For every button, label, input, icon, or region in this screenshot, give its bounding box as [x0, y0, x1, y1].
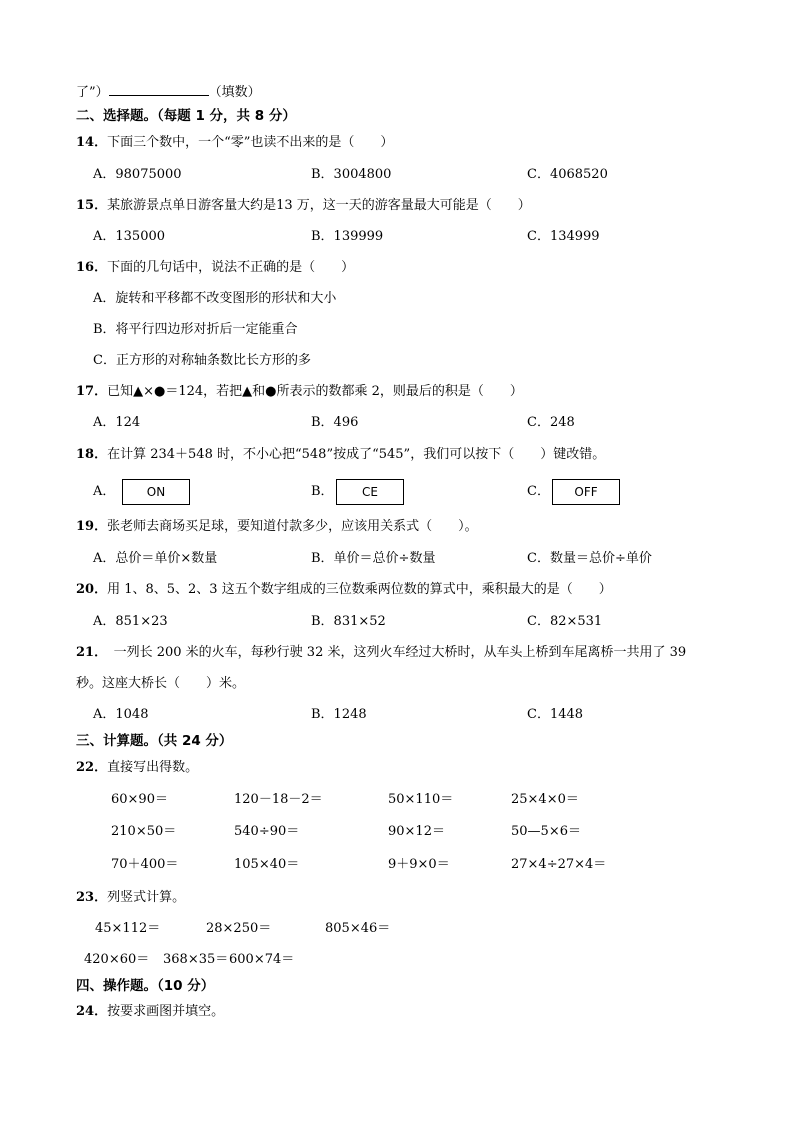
question-16 [76, 259, 354, 277]
calc-item: 420×60＝ [84, 952, 150, 967]
option-a[interactable]: A．1048 [93, 707, 149, 722]
calc-item: 90×12＝ [388, 824, 445, 839]
question-text: 直接写出得数。 [107, 760, 199, 775]
question-14 [76, 134, 393, 152]
calc-item: 45×112＝ [95, 921, 161, 936]
question-18 [76, 446, 605, 464]
option-b[interactable]: B．831×52 [311, 614, 386, 629]
option-c[interactable]: C．数量＝总价÷单价 [527, 551, 652, 566]
calc-item: 50—5×6＝ [511, 824, 581, 839]
calc-item: 27×4÷27×4＝ [511, 857, 607, 872]
option-a[interactable]: A．旋转和平移都不改变图形的形状和大小 [93, 291, 337, 306]
option-b[interactable]: B．3004800 [311, 167, 392, 182]
option-c[interactable]: C．1448 [527, 707, 584, 722]
option-b[interactable]: B．496 [311, 415, 359, 430]
question-number: 21． [76, 645, 101, 660]
question-20 [76, 581, 612, 599]
question-number: 20． [76, 582, 108, 597]
question-number: 23． [76, 890, 108, 905]
question-text: 下面的几句话中，说法不正确的是（ ） [107, 260, 355, 275]
question-21-continued: 秒。这座大桥长（ ）米。 [76, 676, 246, 691]
option-c[interactable]: C． [527, 484, 550, 499]
calc-item: 9＋9×0＝ [388, 857, 450, 872]
option-b[interactable]: B．1248 [311, 707, 367, 722]
question-text: 在计算 234＋548 时，不小心把“548”按成了“545”，我们可以按下（ ）键改错。 [107, 447, 606, 462]
continuation-line [76, 81, 261, 102]
calc-item: 540÷90＝ [234, 824, 300, 839]
option-a[interactable]: A．851×23 [93, 614, 168, 629]
question-text: 一列长 200 米的火车，每秒行驶 32 米，这列火车经过大桥时，从车头上桥到车尾离桥一共用了 39 [100, 645, 687, 660]
question-number: 17． [76, 384, 108, 399]
option-b[interactable]: B．单价＝总价÷数量 [311, 551, 436, 566]
section-title-operation: 四、操作题。（10 分） [76, 978, 215, 994]
question-text: 已知▲×●＝124，若把▲和●所表示的数都乘 2，则最后的积是（ ） [107, 384, 523, 399]
question-number: 15． [76, 198, 108, 213]
section-title-calculation: 三、计算题。（共 24 分） [76, 733, 233, 749]
question-number: 18． [76, 447, 108, 462]
on-key-button[interactable]: ON [122, 479, 190, 505]
question-17 [76, 383, 523, 401]
option-c[interactable]: C．正方形的对称轴条数比长方形的多 [93, 353, 311, 368]
calc-item: 805×46＝ [325, 921, 391, 936]
continuation-prefix: 了”） [76, 85, 109, 100]
question-21 [76, 644, 686, 662]
calc-item: 70＋400＝ [111, 857, 179, 872]
option-b[interactable]: B．将平行四边形对折后一定能重合 [93, 322, 298, 337]
option-a[interactable]: A． [93, 484, 116, 499]
option-c[interactable]: C．82×531 [527, 614, 603, 629]
question-number: 16． [76, 260, 108, 275]
question-text: 用 1、8、5、2、3 这五个数字组成的三位数乘两位数的算式中，乘积最大的是（ ） [107, 582, 612, 597]
question-23 [76, 889, 185, 907]
option-c[interactable]: C．134999 [527, 229, 600, 244]
off-key-button[interactable]: OFF [552, 479, 620, 505]
calc-item: 28×250＝ [206, 921, 272, 936]
calc-item: 120－18－2＝ [234, 792, 323, 807]
option-c[interactable]: C．4068520 [527, 167, 608, 182]
option-c[interactable]: C．248 [527, 415, 575, 430]
option-a[interactable]: A．124 [93, 415, 141, 430]
option-a[interactable]: A．总价＝单价×数量 [93, 551, 218, 566]
question-text: 按要求画图并填空。 [107, 1004, 225, 1019]
question-number: 24． [76, 1004, 108, 1019]
option-b[interactable]: B．139999 [311, 229, 384, 244]
option-b[interactable]: B． [311, 484, 334, 499]
question-22 [76, 759, 198, 777]
answer-blank[interactable] [109, 81, 209, 96]
option-a[interactable]: A．135000 [93, 229, 166, 244]
section-title-choice: 二、选择题。（每题 1 分，共 8 分） [76, 108, 296, 124]
question-24 [76, 1003, 224, 1021]
question-19 [76, 518, 478, 536]
question-text: 列竖式计算。 [107, 890, 186, 905]
calc-item: 50×110＝ [388, 792, 454, 807]
calc-item: 368×35＝ [163, 952, 229, 967]
continuation-suffix: （填数） [208, 85, 261, 100]
option-a[interactable]: A．98075000 [93, 167, 182, 182]
ce-key-button[interactable]: CE [336, 479, 404, 505]
question-number: 19． [76, 519, 108, 534]
question-number: 22． [76, 760, 108, 775]
question-text: 张老师去商场买足球，要知道付款多少，应该用关系式（ ）。 [107, 519, 478, 534]
calc-item: 210×50＝ [111, 824, 177, 839]
question-text: 某旅游景点单日游客量大约是13 万，这一天的游客量最大可能是（ ） [107, 198, 531, 213]
calc-item: 600×74＝ [229, 952, 295, 967]
question-15 [76, 197, 531, 215]
calc-item: 60×90＝ [111, 792, 168, 807]
question-text: 下面三个数中，一个“零”也读不出来的是（ ） [107, 135, 394, 150]
question-number: 14． [76, 135, 108, 150]
calc-item: 105×40＝ [234, 857, 300, 872]
calc-item: 25×4×0＝ [511, 792, 579, 807]
